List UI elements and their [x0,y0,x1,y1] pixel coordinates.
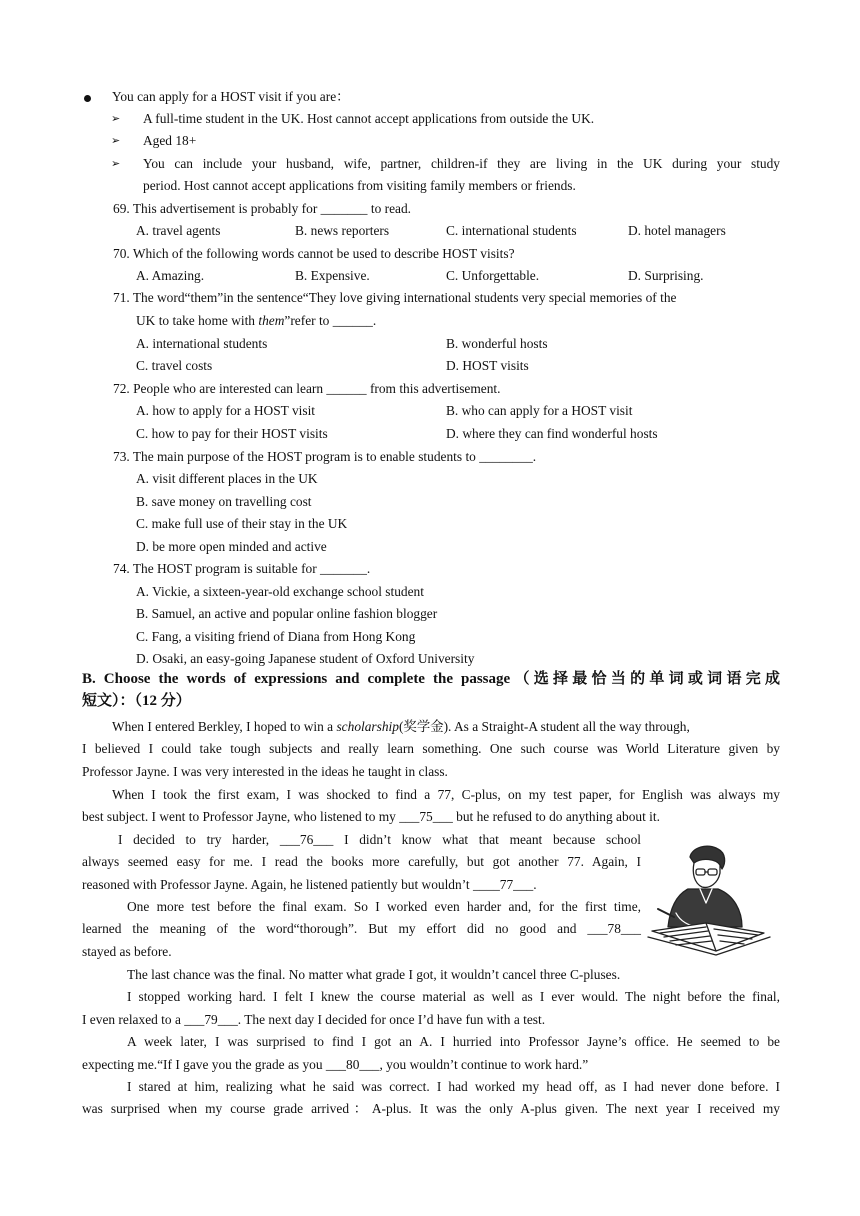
question-69: 69. This advertisement is probably for _______ to read. [113,201,412,216]
q70-option-b: B. Expensive. [295,268,370,283]
q70-option-a: A. Amazing. [136,268,205,283]
passage-line: When I entered Berkley, I hoped to win a scholarship(奖学金). As a Straight-A student all the way through, [112,719,690,734]
q71-option-a: A. international students [136,336,268,351]
passage-line: always seemed easy for me. I read the books more carefully, but got another 77. Again, I [82,854,641,869]
question-74: 74. The HOST program is suitable for _______. [113,561,371,576]
q71-option-b: B. wonderful hosts [446,336,548,351]
q74-option-d: D. Osaki, an easy-going Japanese student of Oxford University [136,651,475,666]
passage-line: Professor Jayne. I was very interested in the ideas he taught in class. [82,764,448,779]
passage-line: was surprised when my course grade arrived：A-plus. It was the only A-plus given. The next year I received my [82,1101,780,1116]
question-72: 72. People who are interested can learn ______ from this advertisement. [113,381,501,396]
q71-option-c: C. travel costs [136,358,213,373]
q73-option-b: B. save money on travelling cost [136,494,312,509]
passage-line: expecting me.“If I gave you the grade as you ___80___, you wouldn’t continue to work hard.” [82,1057,589,1072]
q72-option-a: A. how to apply for a HOST visit [136,403,316,418]
q72-option-c: C. how to pay for their HOST visits [136,426,328,441]
q69-option-c: C. international students [446,223,577,238]
q69-option-a: A. travel agents [136,223,221,238]
passage-line: I stared at him, realizing what he said was correct. I had worked my head off, as I had never done before. I [127,1079,780,1094]
host-eligibility-intro: You can apply for a HOST visit if you are： [112,89,350,104]
section-b-heading-continued: 短文）：（12 分） [82,693,191,709]
eligibility-item-continued: period. Host cannot accept applications from visiting family members or friends. [143,178,576,193]
q73-option-d: D. be more open minded and active [136,539,327,554]
question-73: 73. The main purpose of the HOST program is to enable students to ________. [113,449,537,464]
bullet-dot [84,95,91,102]
arrow-bullet-icon: ➢ [111,135,121,147]
q72-option-d: D. where they can find wonderful hosts [446,426,658,441]
q70-option-c: C. Unforgettable. [446,268,540,283]
q69-option-b: B. news reporters [295,223,390,238]
q70-option-d: D. Surprising. [628,268,704,283]
passage-line: I stopped working hard. I felt I knew the course material as well as I ever would. The night before the final, [127,989,780,1004]
q74-option-c: C. Fang, a visiting friend of Diana from Hong Kong [136,629,416,644]
q73-option-c: C. make full use of their stay in the UK [136,516,348,531]
student-reading-illustration [646,843,774,958]
passage-line: reasoned with Professor Jayne. Again, he listened patiently but wouldn’t ____77___. [82,877,537,892]
q69-option-d: D. hotel managers [628,223,726,238]
passage-line: I believed I could take tough subjects and really learn something. One such course was World Literature given by [82,741,780,756]
q71-option-d: D. HOST visits [446,358,529,373]
passage-line: stayed as before. [82,944,172,959]
arrow-bullet-icon: ➢ [111,158,121,170]
passage-line: I even relaxed to a ___79___. The next day I decided for once I’d have fun with a test. [82,1012,546,1027]
passage-line: When I took the first exam, I was shocked to find a 77, C-plus, on my test paper, for English was always my [112,787,780,802]
q74-option-b: B. Samuel, an active and popular online fashion blogger [136,606,438,621]
q72-option-b: B. who can apply for a HOST visit [446,403,633,418]
question-71-continued: UK to take home with them”refer to ______. [136,313,377,328]
passage-line: I decided to try harder, ___76___ I didn’t know what that meant because school [118,832,641,847]
passage-line: One more test before the final exam. So I worked even harder and, for the first time, [127,899,641,914]
arrow-bullet-icon: ➢ [111,113,121,125]
eligibility-item: A full-time student in the UK. Host cannot accept applications from outside the UK. [143,111,595,126]
passage-line: learned the meaning of the word“thorough”. But my effort did no good and ___78___ [82,921,641,936]
q73-option-a: A. visit different places in the UK [136,471,318,486]
eligibility-item: Aged 18+ [143,133,197,148]
question-71: 71. The word“them”in the sentence“They love giving international students very special memories of the [113,290,677,305]
section-b-heading: B. Choose the words of expressions and complete the passage（选择最恰当的单词或词语完成 [82,671,780,687]
eligibility-item: You can include your husband, wife, partner, children-if they are living in the UK during your study [143,156,780,171]
passage-line: The last chance was the final. No matter what grade I got, it wouldn’t cancel three C-pluses. [127,967,621,982]
question-70: 70. Which of the following words cannot be used to describe HOST visits? [113,246,515,261]
q74-option-a: A. Vickie, a sixteen-year-old exchange school student [136,584,424,599]
passage-line: best subject. I went to Professor Jayne, who listened to my ___75___ but he refused to do anything about it. [82,809,660,824]
passage-line: A week later, I was surprised to find I got an A. I hurried into Professor Jayne’s office. He seemed to be [127,1034,780,1049]
